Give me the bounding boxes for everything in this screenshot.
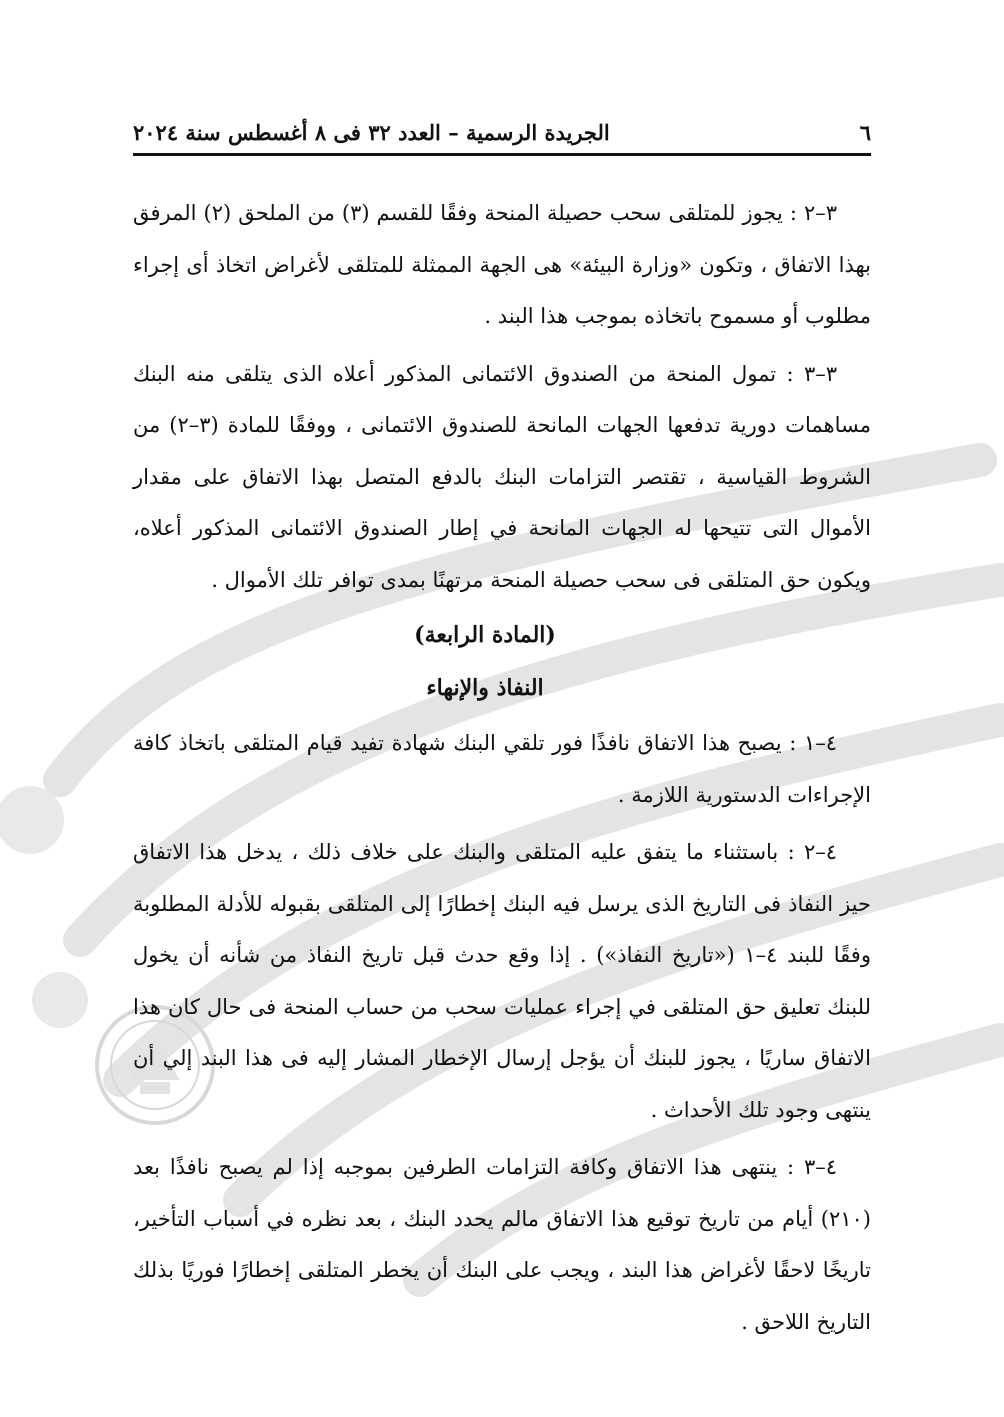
clause-3-3: ٣–٣ : تمول المنحة من الصندوق الائتمانى المذكور أعلاه الذى يتلقى منه البنك مساهمات دورية تدفعها الجهات المانحة للصندوق الائتمانى ، ووفقًا للمادة (٣–٢) من الشروط القياسية ، تقتصر التزامات البنك بالدفع المتصل بهذا الاتفاق على مقدار الأموال التى تتيحها له الجهات المانحة في إطار الصندوق الائتمانى المذكور أعلاه، ويكون حق المتلقى فى سحب حصيلة المنحة مرتهنًا بمدى توافر تلك الأموال . — [133, 361, 871, 592]
header-divider — [133, 153, 871, 156]
article-number-heading: (المادة الرابعة) — [414, 622, 556, 648]
document-body — [133, 188, 871, 1354]
clause-4-3: ٤–٣ : ينتهى هذا الاتفاق وكافة التزامات الطرفين بموجبه إذا لم يصبح نافذًا بعد (٢١٠) أيام من تاريخ توقيع هذا الاتفاق مالم يحدد البنك ، بعد نظره في أسباب التأخير، تاريخًا لاحقًا لأغراض هذا البند ، ويجب على البنك أن يخطر المتلقى إخطارًا فوريًا بذلك التاريخ اللاحق . — [133, 1155, 871, 1334]
clause-3-2: ٣–٢ : يجوز للمتلقى سحب حصيلة المنحة وفقًا للقسم (٣) من الملحق (٢) المرفق بهذا الاتفاق ، وتكون «وزارة البيئة» هى الجهة الممثلة للمتلقى لأغراض اتخاذ أى إجراء مطلوب أو مسموح باتخاذه بموجب هذا البند . — [133, 201, 871, 328]
page-number: ٦ — [859, 119, 871, 145]
clause-4-1: ٤–١ : يصبح هذا الاتفاق نافذًا فور تلقي البنك شهادة تفيد قيام المتلقى باتخاذ كافة الإجراءات الدستورية اللازمة . — [133, 731, 871, 807]
page-header — [133, 112, 871, 152]
clause-4-2: ٤–٢ : باستثناء ما يتفق عليه المتلقى والبنك على خلاف ذلك ، يدخل هذا الاتفاق حيز النفاذ فى التاريخ الذى يرسل فيه البنك إخطارًا إلى المتلقى بقبوله للأدلة المطلوبة وفقًا للبند ٤–١ («تاريخ النفاذ») . إذا وقع حدث قبل تاريخ النفاذ من شأنه أن يخول للبنك تعليق حق المتلقى في إجراء عمليات سحب من حساب المنحة فى حال كان هذا الاتفاق ساريًا ، يجوز للبنك أن يؤجل إرسال الإخطار المشار إليه فى هذا البند إلي أن ينتهى وجود تلك الأحداث . — [133, 840, 871, 1122]
article-name-heading: النفاذ والإنهاء — [426, 675, 544, 701]
gazette-title: الجريدة الرسمية – العدد ٣٢ فى ٨ أغسطس سنة ٢٠٢٤ — [133, 119, 610, 145]
